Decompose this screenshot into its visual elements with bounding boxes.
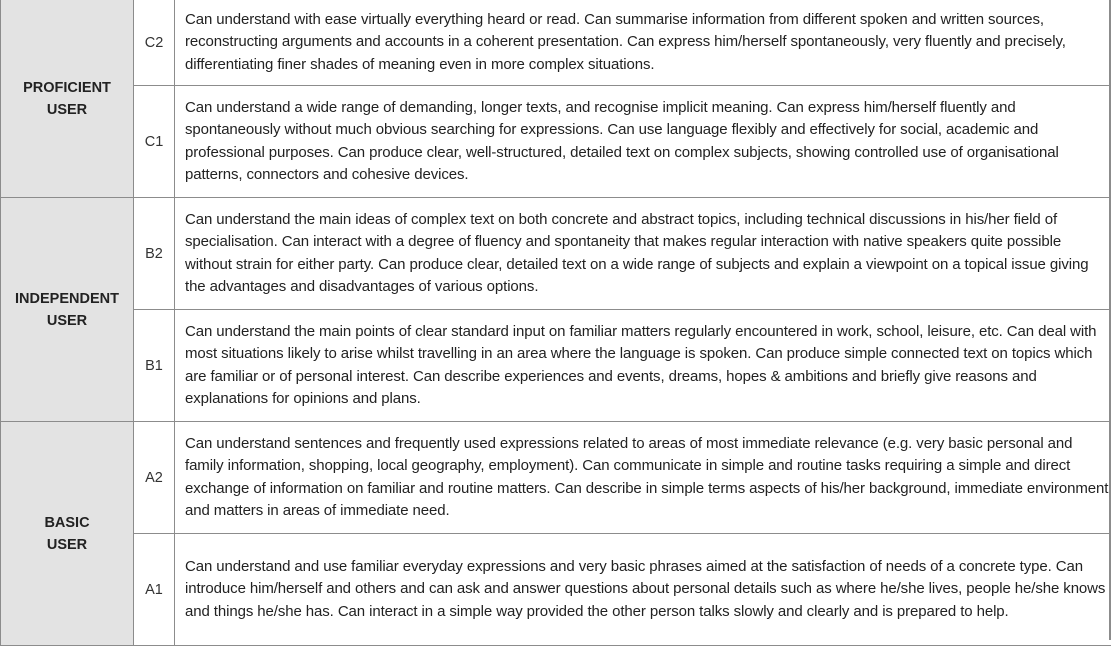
group-independent-user [1, 198, 134, 422]
group-label-line1: BASIC [1, 512, 133, 534]
level-description-a1: Can understand and use familiar everyday expressions and very basic phrases aimed at the satisfaction of needs of a concrete type. Can introduce him/herself and others and can ask and answer questions about personal details such as where he/she lives, people he/she knows and things he/she has. Can interact in a simple way provided the other person talks slowly and clearly and is prepared to help. [175, 534, 1111, 646]
group-proficient-user [1, 0, 134, 198]
table-row-b2 [1, 198, 1111, 310]
level-code-c2: C2 [134, 0, 175, 86]
table-row-c1 [1, 86, 1111, 198]
group-basic-user [1, 422, 134, 646]
level-description-c1: Can understand a wide range of demanding, longer texts, and recognise implicit meaning. Can express him/herself fluently and spontaneously without much obvious searching for expressions. Can use language flexibly and effectively for social, academic and professional purposes. Can produce clear, well-structured, detailed text on complex subjects, showing controlled use of organisational patterns, connectors and cohesive devices. [175, 86, 1111, 198]
level-description-a2: Can understand sentences and frequently used expressions related to areas of most immediate relevance (e.g. very basic personal and family information, shopping, local geography, employment). Can communicate in simple and routine tasks requiring a simple and direct exchange of information on familiar and routine matters. Can describe in simple terms aspects of his/her background, immediate environment and matters in areas of immediate need. [175, 422, 1111, 534]
group-label-line2: USER [1, 99, 133, 121]
level-code-a1: A1 [134, 534, 175, 646]
level-description-b2: Can understand the main ideas of complex text on both concrete and abstract topics, including technical discussions in his/her field of specialisation. Can interact with a degree of fluency and spontaneity that makes regular interaction with native speakers quite possible without strain for either party. Can produce clear, detailed text on a wide range of subjects and explain a viewpoint on a topical issue giving the advantages and disadvantages of various options. [175, 198, 1111, 310]
group-label-line1: PROFICIENT [1, 77, 133, 99]
level-description-b1: Can understand the main points of clear standard input on familiar matters regularly encountered in work, school, leisure, etc. Can deal with most situations likely to arise whilst travelling in an area where the language is spoken. Can produce simple connected text on topics which are familiar or of personal interest. Can describe experiences and events, dreams, hopes & ambitions and briefly give reasons and explanations for opinions and plans. [175, 310, 1111, 422]
table-row-c2 [1, 0, 1111, 86]
table-row-a2 [1, 422, 1111, 534]
table-row-a1 [1, 534, 1111, 646]
level-code-b2: B2 [134, 198, 175, 310]
group-label-line2: USER [1, 310, 133, 332]
level-code-c1: C1 [134, 86, 175, 198]
group-label-line1: INDEPENDENT [1, 288, 133, 310]
table-row-b1 [1, 310, 1111, 422]
level-code-b1: B1 [134, 310, 175, 422]
level-code-a2: A2 [134, 422, 175, 534]
group-label-line2: USER [1, 534, 133, 556]
level-description-c2: Can understand with ease virtually everything heard or read. Can summarise information from different spoken and written sources, reconstructing arguments and accounts in a coherent presentation. Can express him/herself spontaneously, very fluently and precisely, differentiating finer shades of meaning even in more complex situations. [175, 0, 1111, 86]
